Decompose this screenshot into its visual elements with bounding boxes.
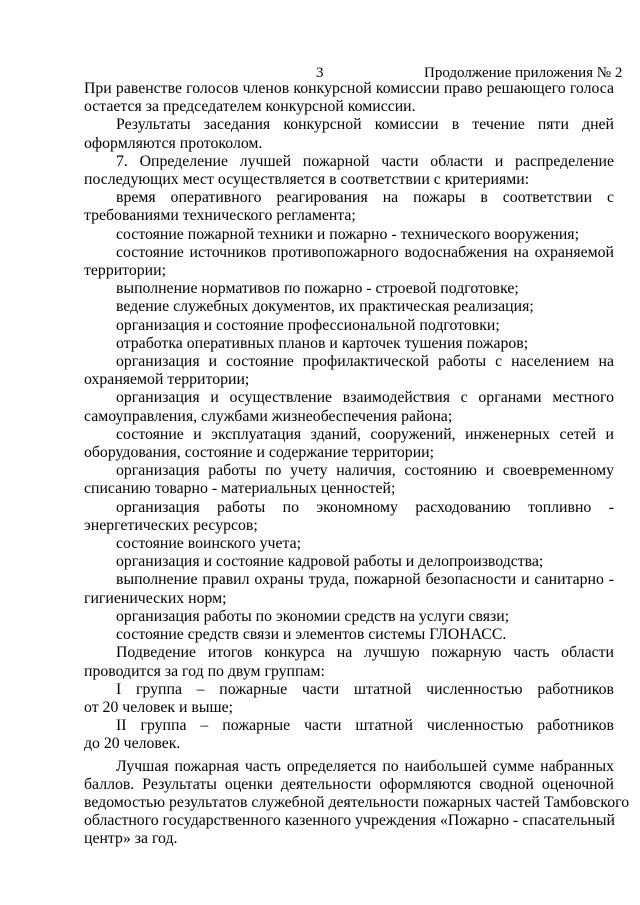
text-line: списанию товарно - материальных ценностей;: [84, 480, 396, 498]
text-line: организация и состояние профилактической работы с населением на: [116, 353, 614, 371]
text-line: состояние и эксплуатация зданий, сооружений, инженерных сетей и: [116, 425, 614, 443]
text-line: остается за председателем конкурсной комиссии.: [84, 98, 416, 116]
text-line: выполнение правил охраны труда, пожарной безопасности и санитарно -: [116, 571, 614, 589]
text-line: охраняемой территории;: [84, 371, 250, 389]
text-line: состояние воинского учета;: [116, 535, 301, 553]
text-line: организация работы по экономному расходованию топливно -: [116, 498, 614, 516]
text-line: проводится за год по двум группам:: [84, 662, 325, 680]
text-line: центр» за год.: [84, 830, 178, 848]
text-line: самоуправления, службами жизнеобеспечения района;: [84, 407, 453, 425]
text-line: организация работы по учету наличия, состоянию и своевременному: [116, 462, 614, 480]
text-line: гигиенических норм;: [84, 589, 227, 607]
text-line: областного государственного казенного учреждения «Пожарно - спасательный: [84, 812, 615, 830]
text-line: состояние источников противопожарного водоснабжения на охраняемой: [116, 243, 614, 261]
text-line: Подведение итогов конкурса на лучшую пожарную часть области: [116, 644, 614, 662]
text-line: состояние средств связи и элементов системы ГЛОНАСС.: [116, 626, 507, 644]
text-line: требованиями технического регламента;: [84, 207, 356, 225]
text-line: Лучшая пожарная часть определяется по наибольшей сумме набранных: [116, 757, 614, 775]
text-line: территории;: [84, 262, 166, 280]
text-line: 7. Определение лучшей пожарной части области и распределение: [116, 152, 614, 170]
text-line: баллов. Результаты оценки деятельности оформляются сводной оценочной: [84, 775, 614, 793]
text-line: При равенстве голосов членов конкурсной комиссии право решающего голоса: [84, 80, 614, 97]
text-line: время оперативного реагирования на пожары в соответствии с: [116, 189, 614, 207]
text-line: оборудования, состояние и содержание территории;: [84, 444, 434, 462]
text-line: ведение служебных документов, их практическая реализация;: [116, 298, 534, 316]
text-line: до 20 человек.: [84, 735, 181, 753]
text-line: отработка оперативных планов и карточек тушения пожаров;: [116, 334, 529, 352]
text-line: организация и состояние кадровой работы и делопроизводства;: [116, 553, 544, 571]
text-line: ведомостью результатов служебной деятельности пожарных частей Тамбовского: [84, 793, 630, 811]
body-text: [84, 80, 630, 849]
page-number: 3: [316, 65, 324, 81]
text-line: организация и осуществление взаимодействия с органами местного: [116, 389, 614, 407]
text-line: энергетических ресурсов;: [84, 516, 258, 534]
text-line: состояние пожарной техники и пожарно - технического вооружения;: [116, 225, 579, 243]
running-header: Продолжение приложения № 2: [424, 65, 623, 81]
text-line: организация работы по экономии средств на услуги связи;: [116, 607, 510, 625]
text-line: Результаты заседания конкурсной комиссии в течение пяти дней: [116, 116, 614, 134]
text-line: I группа – пожарные части штатной численностью работников: [116, 680, 614, 698]
text-line: организация и состояние профессиональной подготовки;: [116, 316, 500, 334]
text-line: оформляются протоколом.: [84, 134, 263, 152]
text-line: от 20 человек и выше;: [84, 698, 234, 716]
text-line: II группа – пожарные части штатной численностью работников: [116, 717, 614, 735]
text-line: последующих мест осуществляется в соответствии с критериями:: [84, 171, 530, 189]
text-line: выполнение нормативов по пожарно - строевой подготовке;: [116, 280, 519, 298]
